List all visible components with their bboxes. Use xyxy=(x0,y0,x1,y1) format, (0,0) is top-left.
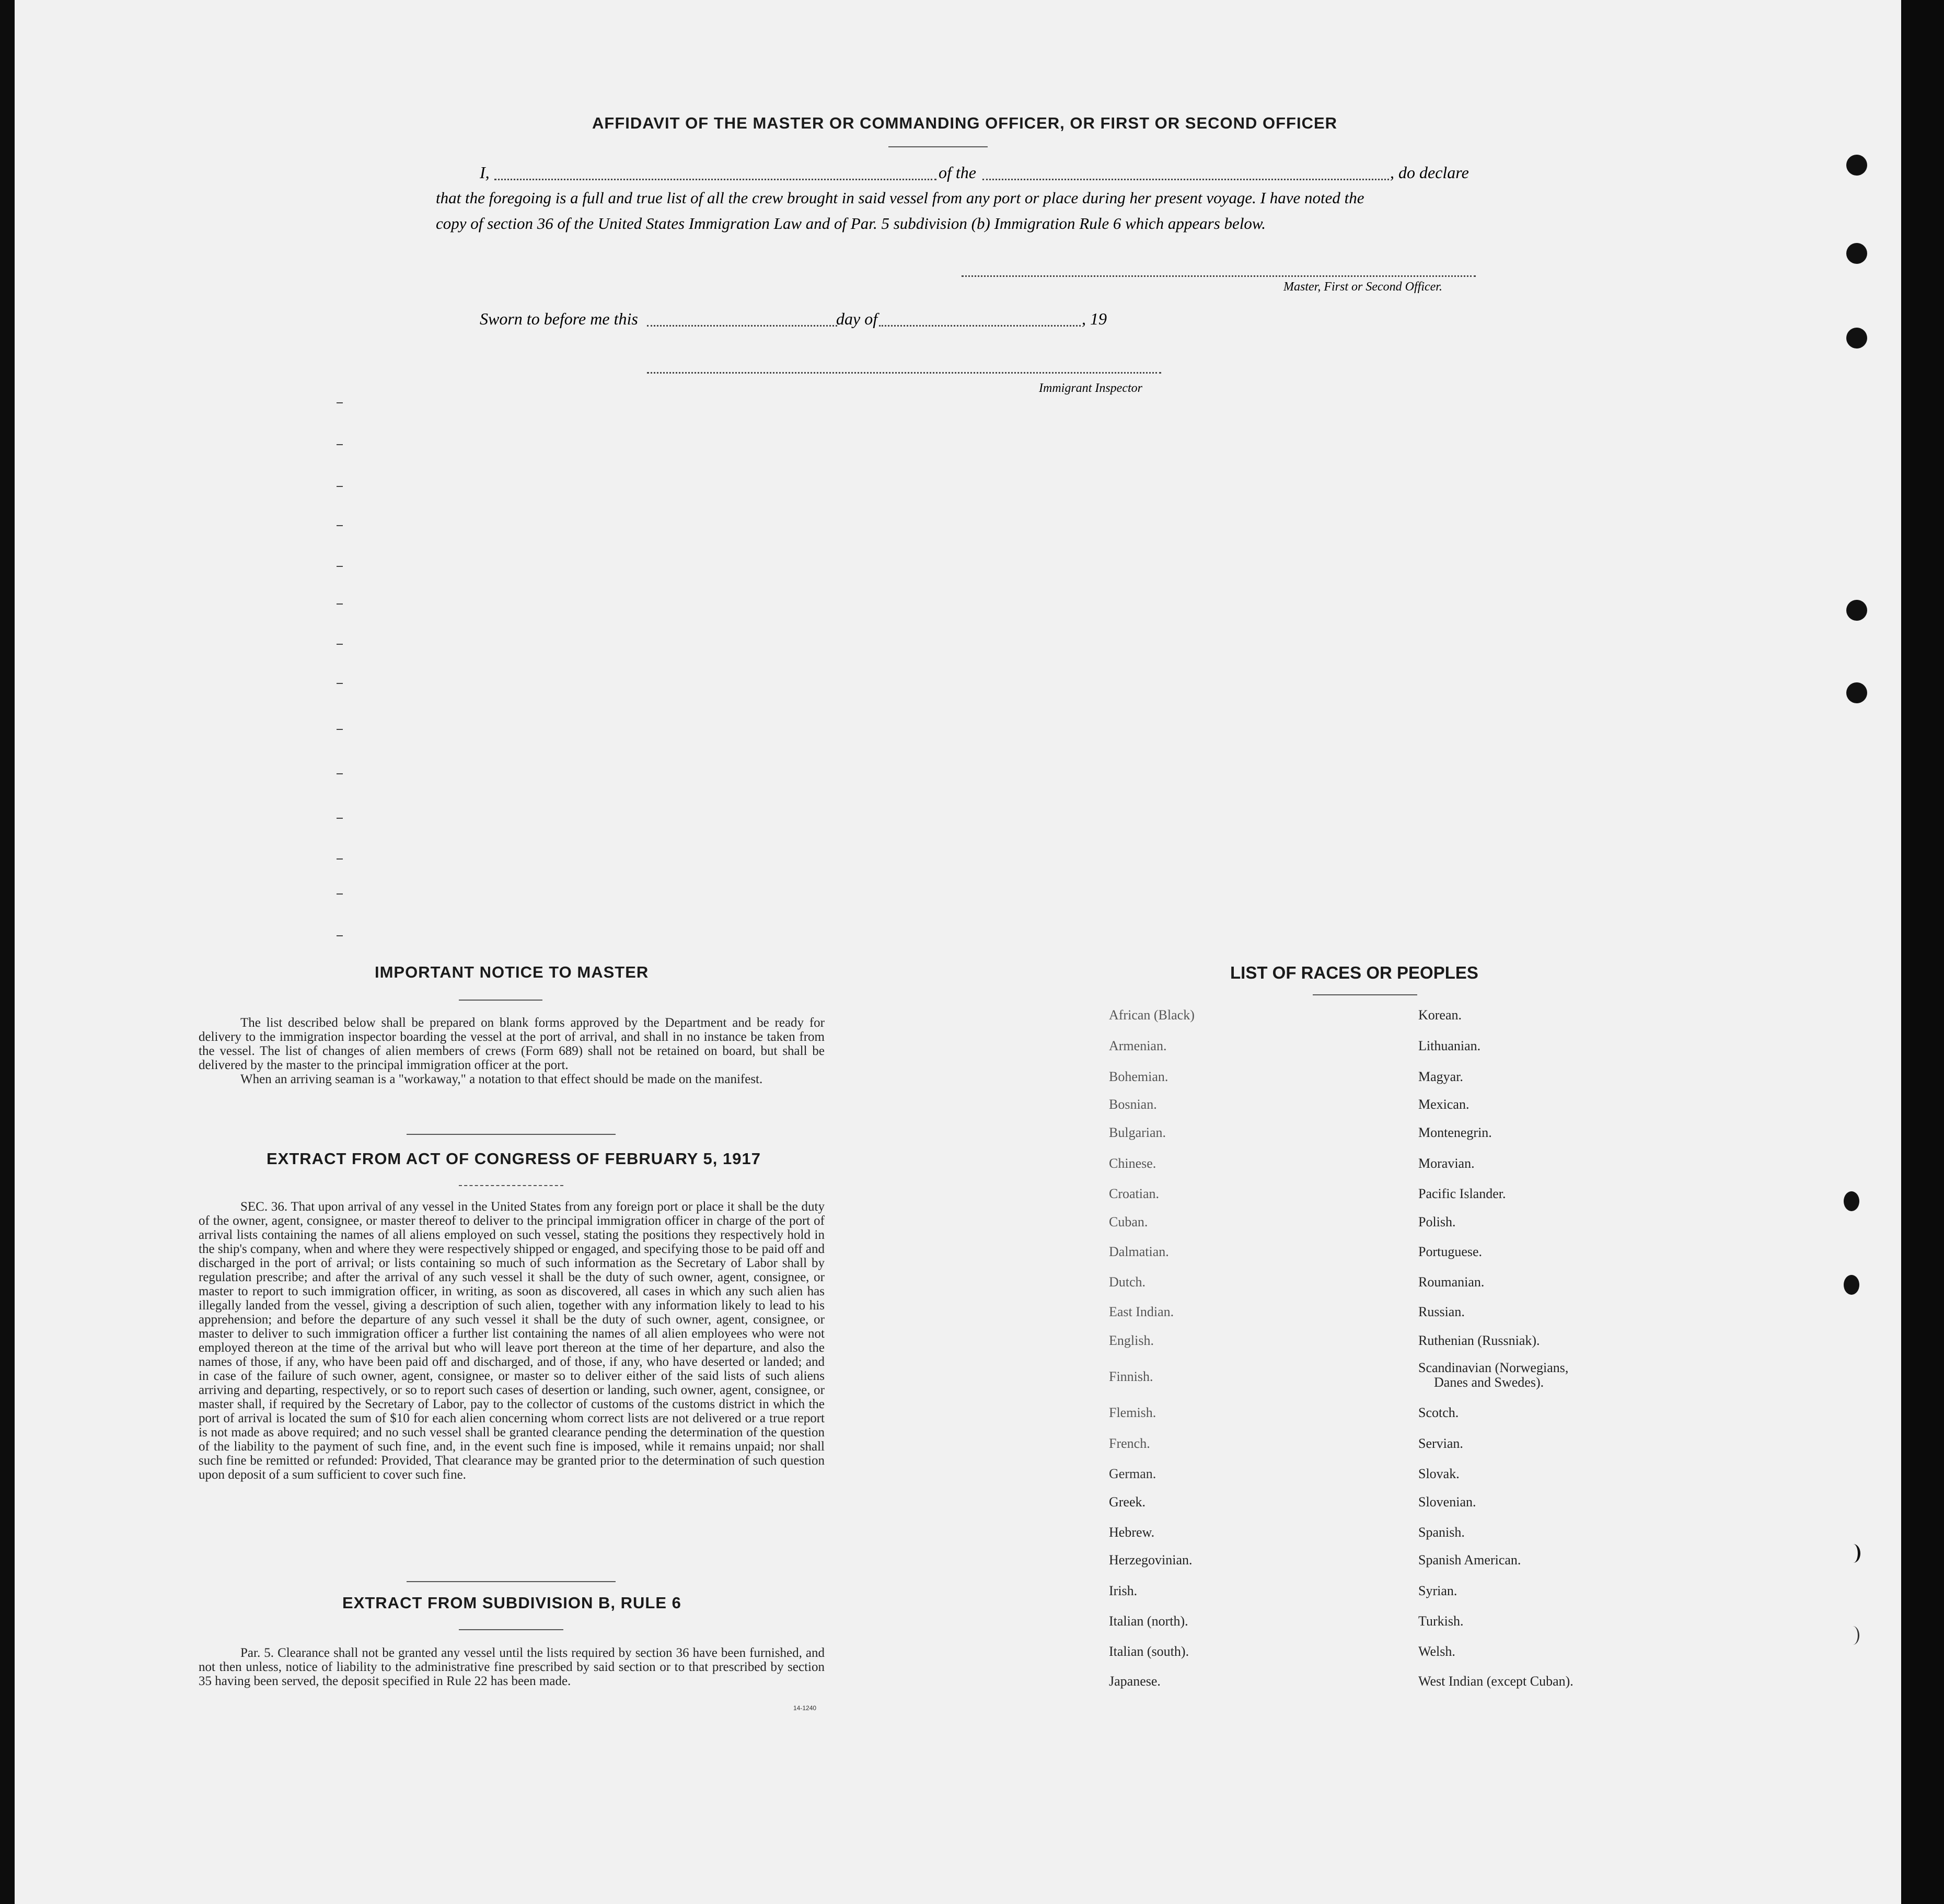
notice-paragraph-1: The list described below shall be prepared on blank forms approved by the Department and be ready for delivery to the immigration inspector boarding the vessel at the port of arrival, and shall in no instance be taken from the vessel. The list of changes of alien members of crews (Form 689) shall not be retained on board, but shall be delivered by the master to the principal immigration officer at the port. xyxy=(199,1016,825,1072)
margin-tick xyxy=(337,935,343,936)
punch-hole-outline xyxy=(1846,1626,1859,1645)
punch-hole xyxy=(1846,328,1867,349)
month-blank xyxy=(879,325,1081,327)
race-right-item: Servian. xyxy=(1418,1436,1463,1451)
race-right-item: Scandinavian (Norwegians, xyxy=(1418,1360,1569,1375)
margin-tick xyxy=(337,729,343,730)
affidavit-title: AFFIDAVIT OF THE MASTER OR COMMANDING OFFICER, OR FIRST OR SECOND OFFICER xyxy=(592,114,1338,132)
races-title: LIST OF RACES OR PEOPLES xyxy=(1230,963,1478,982)
sworn-label: Sworn to before me this xyxy=(480,309,638,328)
vessel-blank xyxy=(982,179,1389,180)
race-left-item: Japanese. xyxy=(1109,1674,1161,1689)
race-left-item: Chinese. xyxy=(1109,1156,1156,1171)
margin-tick xyxy=(337,644,343,645)
race-left-item: Greek. xyxy=(1109,1494,1146,1510)
inspector-signature-blank xyxy=(647,372,1161,374)
notice-paragraph-2: When an arriving seaman is a "workaway," a notation to that effect should be made on the manifest. xyxy=(240,1072,763,1086)
race-left-item: Dutch. xyxy=(1109,1274,1146,1290)
notice-text xyxy=(199,1016,825,1086)
sworn-day-blank xyxy=(647,325,837,327)
race-left-item: Italian (south). xyxy=(1109,1644,1189,1659)
race-right-item: Korean. xyxy=(1418,1007,1462,1023)
race-left-item: Bohemian. xyxy=(1109,1069,1168,1084)
margin-tick xyxy=(337,773,343,774)
margin-tick xyxy=(337,858,343,860)
race-right-item: Spanish. xyxy=(1418,1525,1465,1540)
act-extract-text xyxy=(199,1200,825,1482)
margin-tick xyxy=(337,683,343,684)
race-right-item: Montenegrin. xyxy=(1418,1125,1492,1140)
race-right-item: Lithuanian. xyxy=(1418,1038,1481,1053)
par-5-text: Par. 5. Clearance shall not be granted any vessel until the lists required by section 36 have been furnished, and not then unless, notice of liability to the administrative fine prescribed by said section or to that prescribed by section 35 having been served, the deposit specified in Rule 22 has been made. xyxy=(199,1646,825,1688)
race-right-item: Magyar. xyxy=(1418,1069,1463,1084)
section-rule xyxy=(407,1134,616,1135)
affidavit-i-label: I, xyxy=(480,163,490,182)
race-left-item: Cuban. xyxy=(1109,1214,1148,1229)
races-rule xyxy=(1313,994,1417,995)
immigrant-inspector-label: Immigrant Inspector xyxy=(1039,381,1142,395)
race-right-item: Danes and Swedes). xyxy=(1434,1375,1544,1390)
race-left-item: Italian (north). xyxy=(1109,1613,1188,1629)
race-left-item: Bosnian. xyxy=(1109,1097,1157,1112)
race-left-item: Finnish. xyxy=(1109,1369,1153,1384)
act-extract-title: EXTRACT FROM ACT OF CONGRESS OF FEBRUARY 5, 1917 xyxy=(267,1150,761,1168)
race-left-item: Dalmatian. xyxy=(1109,1244,1169,1259)
affidavit-of-the-label: of the xyxy=(939,163,976,182)
race-right-item: Syrian. xyxy=(1418,1583,1457,1598)
name-blank xyxy=(494,179,936,180)
affidavit-declare-label: , do declare xyxy=(1390,163,1469,182)
race-left-item: Hebrew. xyxy=(1109,1525,1155,1540)
race-left-item: African (Black) xyxy=(1109,1007,1195,1023)
punch-hole xyxy=(1844,1275,1859,1295)
race-left-item: Herzegovinian. xyxy=(1109,1552,1193,1568)
race-right-item: Moravian. xyxy=(1418,1156,1475,1171)
race-right-item: Mexican. xyxy=(1418,1097,1469,1112)
notice-title: IMPORTANT NOTICE TO MASTER xyxy=(375,963,649,981)
act-rule xyxy=(459,1185,563,1186)
race-left-item: East Indian. xyxy=(1109,1304,1174,1319)
race-right-item: Slovak. xyxy=(1418,1466,1460,1481)
scan-border xyxy=(1901,0,1944,1904)
race-right-item: West Indian (except Cuban). xyxy=(1418,1674,1573,1689)
section-36-text: SEC. 36. That upon arrival of any vessel in the United States from any foreign port or place it shall be the duty of the owner, agent, consignee, or master thereof to deliver to the principal immigration officer in charge of the port of arrival lists containing the names of all aliens employed on such vessel, stating the positions they respectively hold in the ship's company, when and where they were respectively shipped or engaged, and specifying those to be paid off and discharged in the port of arrival; or lists containing so much of such information as the Secretary of Labor shall by regulation prescribe; and after the arrival of any such vessel it shall be the duty of such owner, agent, consignee, or master to report to such immigration officer, in writing, as soon as discovered, all cases in which any such alien has illegally landed from the vessel, giving a description of such alien, together with any information likely to lead to his apprehension; and before the departure of any such vessel it shall be the duty of such owner, agent, consignee, or master to deliver to such immigration officer a further list containing the names of all alien employees who were not employed thereon at the time of the arrival but who will leave port thereon at the time of her departure, and also the names of those, if any, who have been paid off and discharged, and of those, if any, who have deserted or landed; and in case of the failure of such owner, agent, consignee, or master so to deliver either of the said lists of such aliens arriving and departing, respectively, or so to report such cases of desertion or landing, such owner, agent, consignee, or master shall, if required by the Secretary of Labor, pay to the collector of customs of the customs district in which the port of arrival is located the sum of $10 for each alien concerning whom correct lists are not delivered or a true report is not made as above required; and no such vessel shall be granted clearance pending the determination of the question of the liability to the payment of such fine, and, in the event such fine is imposed, while it remains unpaid; nor shall such fine be remitted or refunded: Provided, That clearance may be granted prior to the determination of such question upon deposit of a sum sufficient to cover such fine. xyxy=(199,1200,825,1482)
margin-tick xyxy=(337,818,343,819)
punch-hole-outline xyxy=(1846,1544,1860,1563)
rule-extract-text xyxy=(199,1646,825,1688)
race-left-item: German. xyxy=(1109,1466,1156,1481)
punch-hole xyxy=(1846,682,1867,703)
race-right-item: Scotch. xyxy=(1418,1405,1459,1420)
officer-signature-label: Master, First or Second Officer. xyxy=(1283,280,1442,294)
race-right-item: Slovenian. xyxy=(1418,1494,1476,1510)
race-right-item: Roumanian. xyxy=(1418,1274,1485,1290)
race-left-item: French. xyxy=(1109,1436,1150,1451)
margin-tick xyxy=(337,402,343,403)
affidavit-line-2: that the foregoing is a full and true list of all the crew brought in said vessel from any port or place during her present voyage. I have noted the xyxy=(436,189,1364,207)
race-left-item: Irish. xyxy=(1109,1583,1138,1598)
signature-blank xyxy=(962,275,1476,277)
form-number: 14-1240 xyxy=(793,1704,817,1712)
document-page xyxy=(15,0,1901,1904)
rule-rule xyxy=(459,1629,563,1630)
margin-tick xyxy=(337,893,343,895)
margin-tick xyxy=(337,603,343,605)
race-right-item: Russian. xyxy=(1418,1304,1465,1319)
race-right-item: Polish. xyxy=(1418,1214,1456,1229)
race-right-item: Portuguese. xyxy=(1418,1244,1483,1259)
punch-hole xyxy=(1844,1191,1859,1211)
section-rule xyxy=(407,1581,616,1582)
race-left-item: Bulgarian. xyxy=(1109,1125,1166,1140)
notice-rule xyxy=(459,1000,542,1001)
race-left-item: Flemish. xyxy=(1109,1405,1156,1420)
punch-hole xyxy=(1846,600,1867,621)
title-rule xyxy=(888,146,988,147)
margin-tick xyxy=(337,566,343,567)
margin-tick xyxy=(337,486,343,487)
affidavit-line-3: copy of section 36 of the United States Immigration Law and of Par. 5 subdivision (b) Immigration Rule 6 which appears below. xyxy=(436,214,1266,233)
margin-tick xyxy=(337,444,343,445)
race-right-item: Turkish. xyxy=(1418,1613,1464,1629)
race-right-item: Welsh. xyxy=(1418,1644,1455,1659)
race-left-item: Armenian. xyxy=(1109,1038,1167,1053)
race-right-item: Pacific Islander. xyxy=(1418,1186,1506,1201)
punch-hole xyxy=(1846,155,1867,176)
race-left-item: Croatian. xyxy=(1109,1186,1160,1201)
day-of-label: day of xyxy=(836,309,878,328)
margin-tick xyxy=(337,525,343,526)
punch-hole xyxy=(1846,243,1867,264)
year-label: , 19 xyxy=(1082,309,1107,328)
race-right-item: Ruthenian (Russniak). xyxy=(1418,1333,1540,1348)
race-right-item: Spanish American. xyxy=(1418,1552,1521,1568)
race-left-item: English. xyxy=(1109,1333,1154,1348)
rule-extract-title: EXTRACT FROM SUBDIVISION B, RULE 6 xyxy=(342,1594,681,1612)
